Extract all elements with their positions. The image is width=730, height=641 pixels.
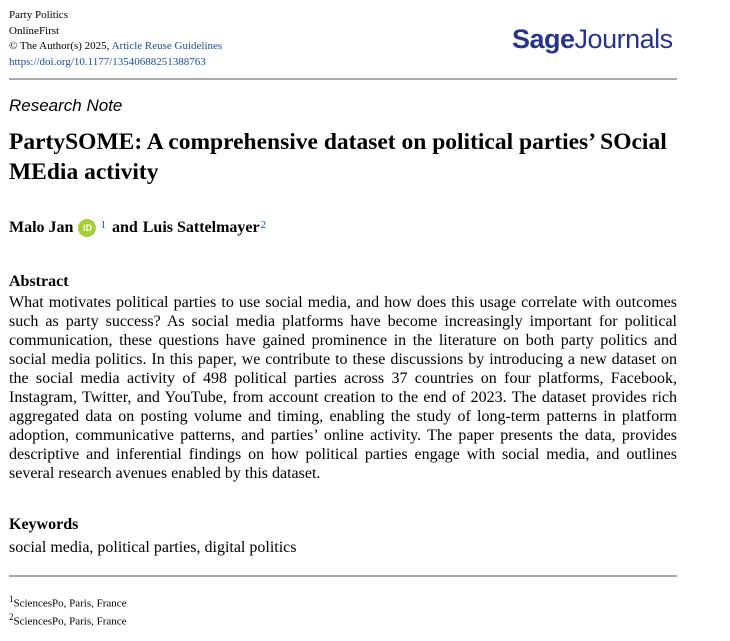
logo-brand: Sage [512,24,575,54]
sage-journals-logo[interactable] [512,24,673,55]
copyright-text: © The Author(s) 2025, [9,40,110,52]
author-name-1[interactable]: Malo Jan [9,219,74,236]
keywords-text: social media, political parties, digital politics [9,539,297,556]
article-meta [9,8,222,70]
affiliation-number-1: 1 [9,594,14,604]
article-title: PartySOME: A comprehensive dataset on political parties’ SOcial MEdia activity [9,129,667,185]
author-name-2[interactable]: Luis Sattelmayer [142,219,260,236]
author-line [9,219,266,237]
article-type: Research Note [9,96,123,115]
author-conjunction: and [111,219,138,236]
journal-name: Party Politics [9,9,68,21]
author-affiliation-ref-2[interactable]: 2 [260,219,267,231]
affiliation-number-2: 2 [9,612,14,622]
affiliation-text-2: SciencesPo, Paris, France [13,615,127,628]
doi-link[interactable]: https://doi.org/10.1177/13540688251388763 [9,55,206,68]
header-divider [9,78,677,80]
logo-product: Journals [574,24,673,54]
affiliation-text-1: SciencesPo, Paris, France [13,597,127,610]
reuse-guidelines-link[interactable]: Article Reuse Guidelines [111,40,223,52]
publication-status: OnlineFirst [9,24,60,37]
affiliation-1 [9,594,127,610]
abstract-text: What motivates political parties to use social media, and how does this usage correlate with outcomes such as party success? As social media platforms have become increasingly important for political communication, these questions have gained prominence in the literature on both party politics and social media politics. In this paper, we contribute to these discussions by introducing a new dataset on the social media activity of 498 political parties across 37 countries on four platforms, Facebook, Instagram, Twitter, and YouTube, from account creation to the end of 2023. The dataset provides rich aggregated data on posting volume and timing, enabling the study of long-term patterns in platform adoption, communicative patterns, and parties’ online activity. The paper presents the data, provides descriptive and inferential findings on how political parties engage with social media, and outlines several research avenues enabled by this dataset. [9,294,677,482]
abstract-heading: Abstract [9,273,69,290]
keywords-heading: Keywords [9,516,79,533]
affiliation-2 [9,612,127,628]
orcid-icon[interactable]: iD [78,219,96,237]
copyright-line [9,39,222,55]
author-affiliation-ref-1[interactable]: 1 [100,219,106,231]
footnote-divider [9,575,677,577]
